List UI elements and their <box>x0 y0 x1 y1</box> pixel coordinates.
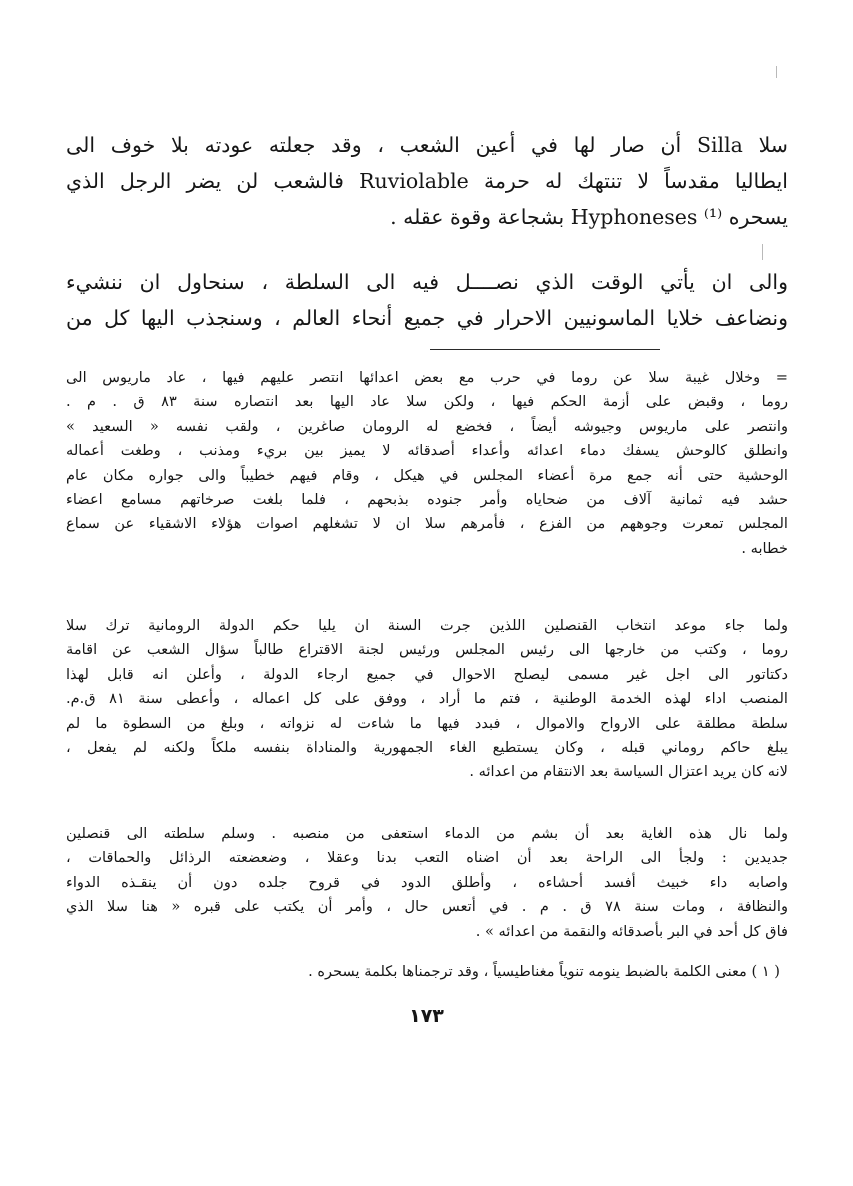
footnote-line: لانه كان يريد اعتزال السياسة بعد الانتقام من اعدائه . <box>469 763 788 781</box>
main-line: يسحره Hyphoneses ⁽¹⁾ بشجاعة وقوة عقله . <box>390 205 788 229</box>
footnote-line: المجلس تمعرت وجوههم من الفزع ، فأمرهم سلا ان لا تشغلهم اصوات هؤلاء الاشقياء عن سماع <box>66 515 788 533</box>
footnote-line: الوحشية حتى أنه جمع مرة أعضاء المجلس في هيكل ، وقام فيهم خطيباً والى جواره مكان عام <box>66 466 788 484</box>
footnote-line: يبلغ حاكم روماني قبله ، وكان يستطيع الغاء الجمهورية والمناداة بنفسه ملكاً ولكنه لم يفعل ، <box>66 738 788 756</box>
footnote-line: وانتصر على ماريوس وجيوشه أيضاً ، فخضع له الرومان صاغرين ، ولقب نفسه « السعيد » <box>66 417 788 435</box>
main-line: سلا Silla أن صار لها في أعين الشعب ، وقد جعلته عودته بلا خوف الى <box>66 133 788 157</box>
scan-artifact-mark <box>776 66 777 78</box>
main-line: ايطاليا مقدساً لا تنتهك له حرمة Ruviolable فالشعب لن يضر الرجل الذي <box>66 169 788 193</box>
main-paragraph-1 <box>66 127 788 235</box>
footnote-line: روما ، وكتب من خارجها الى رئيس المجلس ورئيس لجنة الاقتراع طالباً سؤال الشعب عن اقامة <box>66 641 788 659</box>
footnote-paragraph-1 <box>66 366 788 561</box>
footnote-line: روما ، وقبض على أزمة الحكم فيها ، ولكن سلا عاد اليها بعد انتصاره سنة ٨٣ ق . م . <box>66 393 788 411</box>
footnote-line: خطابه . <box>741 539 788 557</box>
page-number: ١٧٣ <box>409 1005 444 1027</box>
footnote-line: ولما نال هذه الغاية بعد أن بشم من الدماء استعفى من منصبه . وسلم سلطته الى قنصلين <box>66 825 788 842</box>
main-line: ونضاعف خلايا الماسونيين الاحرار في جميع أنحاء العالم ، وسنجذب اليها كل من <box>66 306 788 330</box>
footnote-line: والنظافة ، ومات سنة ٧٨ ق . م . في أتعس حال ، وأمر أن يكتب على قبره « هنا سلا الذي <box>66 898 788 916</box>
footnote-line: دكتاتور الى اجل غير مسمى ليصلح الاحوال في جميع ارجاء الدولة ، وأعلن انه قابل لهذا <box>66 665 788 683</box>
footnote-line: ولما جاء موعد انتخاب القنصلين اللذين جرت السنة ان يليا حكم الدولة الرومانية ترك سلا <box>66 617 788 634</box>
footnote-line: سلطة مطلقة على الارواح والاموال ، فبدد فيها ما شاءت له نزواته ، وبلغ من السطوة ما لم <box>66 714 788 732</box>
footnote-separator-rule <box>430 349 660 350</box>
footnote-line: = وخلال غيبة سلا عن روما في حرب مع بعض اعدائها انتصر عليهم فيها ، عاد ماريوس الى <box>66 369 788 386</box>
footnote-line: المنصب اداء لهذه الخدمة الوطنية ، فتم ما أراد ، ووفق على كل اعماله ، وأعطى سنة ٨١ ق.م. <box>66 690 788 708</box>
footnote-line: جديدين : ولجأ الى الراحة بعد أن اضناه التعب بدنا وعقلا ، وضعضعته الرذائل والحماقات ، <box>66 849 788 867</box>
footnote-line: واصابه داء خبيث أفسد أحشاءه ، وأطلق الدود في قروح جلده دون أن ينقـذه الدواء <box>66 873 788 891</box>
main-line: والى ان يأتي الوقت الذي نصــــل فيه الى السلطة ، سنحاول ان ننشيء <box>66 270 788 294</box>
footnote-line: فاق كل أحد في البر بأصدقائه والنقمة من اعدائه » . <box>475 922 788 940</box>
main-paragraph-2 <box>66 264 788 336</box>
footnote-line: وانطلق كالوحش يسفك دماء اعدائه وأعداء أصدقائه لا يميز بين بريء ومذنب ، وطغت أعماله <box>66 442 788 460</box>
footnote-paragraph-2 <box>66 614 788 785</box>
footnote-line: حشد فيه ثمانية آلاف من ضحاياه وأمر جنوده بذبحهم ، فلما بلغت صرخاتهم مسامع اعضاء <box>66 490 788 508</box>
scan-artifact-mark <box>762 244 763 260</box>
footnote-paragraph-3 <box>66 822 788 944</box>
translator-note: ( ١ ) معنى الكلمة بالضبط ينومه تنوياً مغناطيسياً ، وقد ترجمناها بكلمة يسحره . <box>308 963 780 980</box>
